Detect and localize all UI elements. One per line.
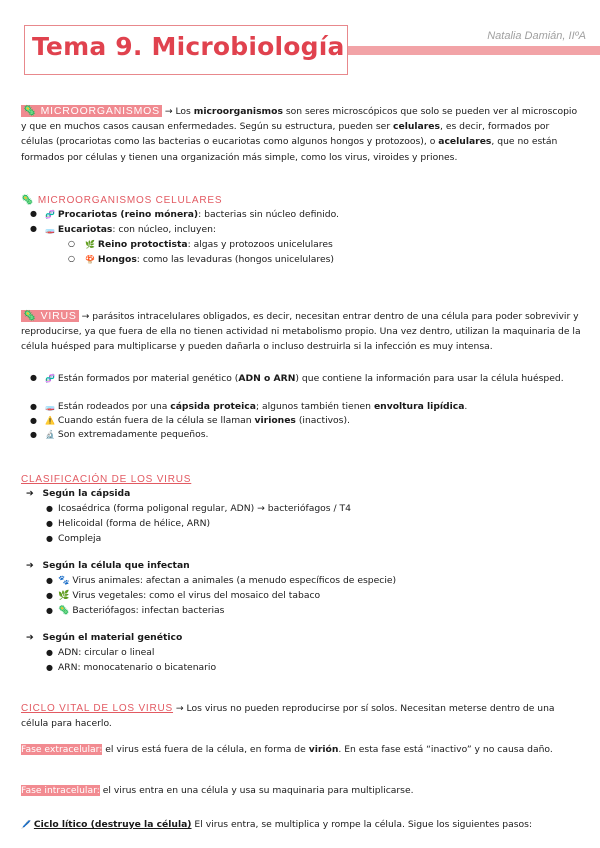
group-title: ➔ Según el material genético xyxy=(26,632,183,643)
ciclo-paragraph: CICLO VITAL DE LOS VIRUS → Los virus no pueden reproducirse por sí solos. Necesitan meterse dentro de una célula para hacerlo. xyxy=(21,703,555,730)
bullet: ● xyxy=(46,576,53,585)
list-item: 🧬 Procariotas (reino mónera): bacterias sin núcleo definido. xyxy=(45,209,339,220)
petri-dish-icon: 🧫 xyxy=(45,225,55,234)
virus-tag: 🦠 VIRUS xyxy=(23,310,77,322)
dna-icon: 🧬 xyxy=(45,374,55,383)
bullet: ○ xyxy=(68,254,75,263)
mushroom-icon: 🍄 xyxy=(85,255,95,264)
pen-icon: 🖊️ xyxy=(21,820,31,829)
clasificacion-heading: CLASIFICACIÓN DE LOS VIRUS xyxy=(21,474,192,485)
bullet: ○ xyxy=(68,239,75,248)
bullet: ● xyxy=(46,504,53,513)
dna-icon: 🧬 xyxy=(45,210,55,219)
fase-intracelular: Fase intracelular: el virus entra en una célula y usa su maquinaria para multiplicarse. xyxy=(21,785,414,796)
bullet: ● xyxy=(30,209,37,218)
list-item: 🔬 Son extremadamente pequeños. xyxy=(45,429,209,440)
list-item: 🧫 Eucariotas: con núcleo, incluyen: xyxy=(45,224,217,235)
fase-extracelular: Fase extracelular: el virus está fuera de la célula, en forma de virión. En esta fase está “inactivo” y no causa daño. xyxy=(21,744,553,755)
list-item: 🐾 Virus animales: afectan a animales (a menudo específicos de especie) xyxy=(58,575,397,586)
list-item: 🧫 Están rodeados por una cápsida proteica; algunos también tienen envoltura lipídica. xyxy=(45,401,468,412)
microorganismos-tag: 🦠 MICROORGANISMOS xyxy=(23,105,160,117)
bullet: ● xyxy=(46,663,53,672)
list-item: Helicoidal (forma de hélice, ARN) xyxy=(58,518,211,529)
ciclo-litico: 🖊️ Ciclo lítico (destruye la célula) El virus entra, se multiplica y rompe la célula. Sigue los siguientes pasos: xyxy=(21,819,533,830)
herb-icon: 🌿 xyxy=(85,240,95,249)
bullet: ● xyxy=(30,402,37,411)
list-item: Icosaédrica (forma poligonal regular, ADN) → bacteriófagos / T4 xyxy=(58,503,351,514)
list-item: 🌿 Virus vegetales: como el virus del mosaico del tabaco xyxy=(58,590,321,601)
list-item: 🍄 Hongos: como las levaduras (hongos unicelulares) xyxy=(85,254,334,265)
list-item: ADN: circular o lineal xyxy=(58,647,155,658)
page-title: Tema 9. Microbiología xyxy=(32,32,345,61)
list-item: ⚠️ Cuando están fuera de la célula se llaman viriones (inactivos). xyxy=(45,415,350,426)
list-item: 🧬 Están formados por material genético (ADN o ARN) que contiene la información para usar la célula huésped. xyxy=(45,373,564,384)
list-item: ARN: monocatenario o bicatenario xyxy=(58,662,217,673)
group-title: ➔ Según la célula que infectan xyxy=(26,560,190,571)
microscope-icon: 🔬 xyxy=(45,430,55,439)
petri-dish-icon: 🧫 xyxy=(45,402,55,411)
list-item: 🌿 Reino protoctista: algas y protozoos unicelulares xyxy=(85,239,333,250)
bullet: ● xyxy=(46,519,53,528)
virus-paragraph: 🦠 VIRUS → parásitos intracelulares obligados, es decir, necesitan entrar dentro de una célula para poder sobrevivir y reproducirse, ya que fuera de ella no tienen actividad ni metabolismo propio. Una vez dentro, utilizan la maquinaria de la célula huésped para multiplicarse y pueden dañarla o incluso destruirla si la infección es muy intensa. xyxy=(21,310,581,353)
bullet: ● xyxy=(30,373,37,382)
bullet: ● xyxy=(46,606,53,615)
intro-paragraph: 🦠 MICROORGANISMOS → Los microorganismos son seres microscópicos que solo se pueden ver al microscopio y que en muchos casos causan enfermedades. Según su estructura, pueden ser celulares, es decir, formados por células (procariotas como las bacterias o eucariotas como algunos hongos y protozoos), o acelulares, que no están formados por células y tienen una organización más simple, como los virus, viroides y priones. xyxy=(21,105,578,163)
group-title: ➔ Según la cápsida xyxy=(26,488,131,499)
bullet: ● xyxy=(30,416,37,425)
header-bar xyxy=(348,46,600,55)
bullet: ● xyxy=(46,591,53,600)
celulares-heading: 🦠 MICROORGANISMOS CELULARES xyxy=(21,195,223,206)
bullet: ● xyxy=(30,224,37,233)
bullet: ● xyxy=(46,534,53,543)
list-item: Compleja xyxy=(58,533,102,544)
bullet: ● xyxy=(30,430,37,439)
author-name: Natalia Damián, IIºA xyxy=(487,30,586,42)
bullet: ● xyxy=(46,648,53,657)
warning-icon: ⚠️ xyxy=(45,416,55,425)
list-item: 🦠 Bacteriófagos: infectan bacterias xyxy=(58,605,225,616)
